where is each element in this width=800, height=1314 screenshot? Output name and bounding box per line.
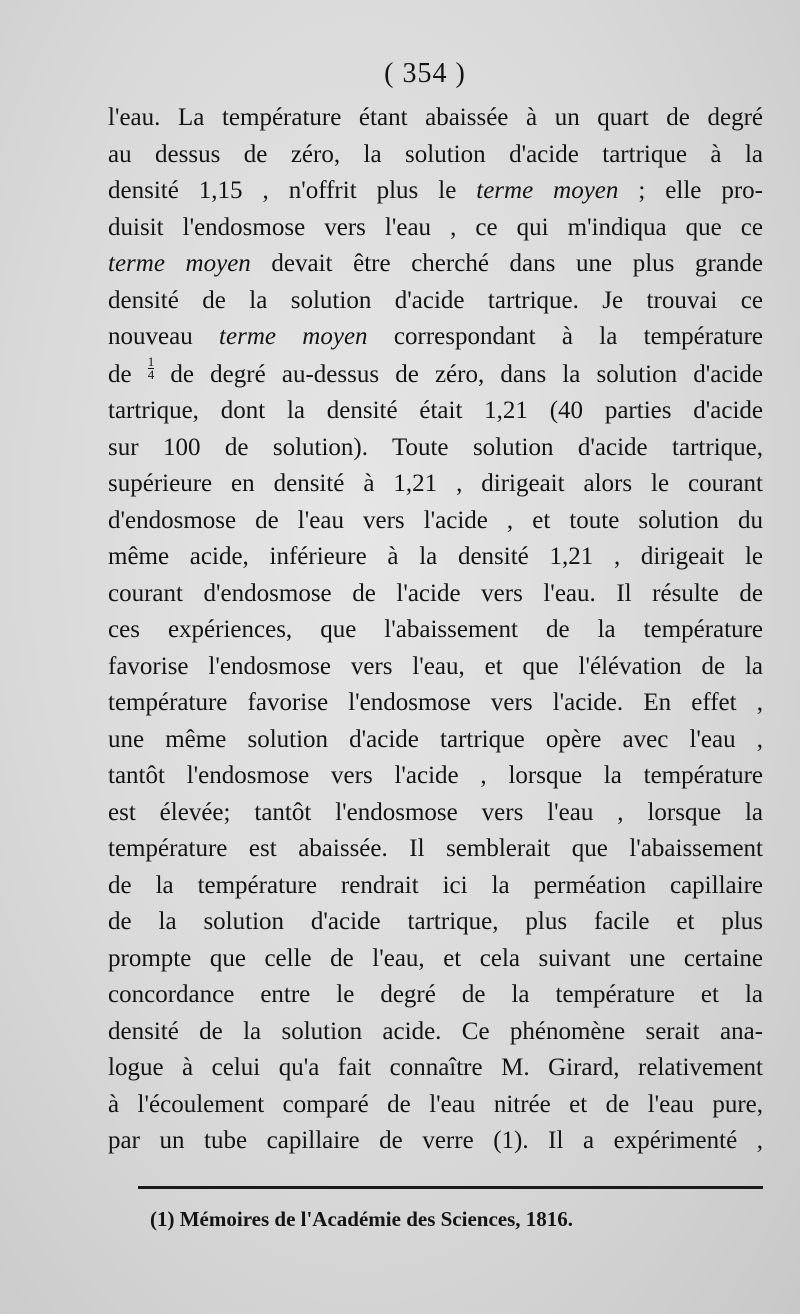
italic-term: terme moyen bbox=[476, 177, 619, 204]
text-line bbox=[108, 353, 764, 394]
text-line: l'eau. La température étant abaissée à un quart de degré bbox=[108, 104, 763, 131]
text-run: ; elle pro- bbox=[638, 177, 763, 204]
text-line: est élevée; tantôt l'endosmose vers l'eau , lorsque la bbox=[108, 798, 763, 826]
text-line: favorise l'endosmose vers l'eau, et que l'élévation de la bbox=[108, 652, 763, 680]
fraction-numerator: 1 bbox=[147, 353, 155, 369]
text-line: une même solution d'acide tartrique opère avec l'eau , bbox=[108, 725, 763, 753]
text-line bbox=[108, 319, 763, 356]
text-line: supérieure en densité à 1,21 , dirigeait alors le courant bbox=[108, 470, 763, 497]
footnote: (1) Mémoires de l'Académie des Sciences, 1816. bbox=[150, 1207, 574, 1231]
text-line: de la solution d'acide tartrique, plus facile et plus bbox=[108, 908, 763, 935]
text-line: température favorise l'endosmose vers l'acide. En effet , bbox=[108, 689, 763, 716]
text-line: courant d'endosmose de l'acide vers l'eau. Il résulte de bbox=[108, 579, 763, 607]
text-line: ces expériences, que l'abaissement de la température bbox=[108, 616, 763, 643]
text-line bbox=[108, 246, 763, 283]
text-line: au dessus de zéro, la solution d'acide tartrique à la bbox=[108, 140, 763, 168]
text-run: correspondant à la température bbox=[393, 323, 764, 350]
text-line: de la température rendrait ici la perméation capillaire bbox=[108, 871, 763, 899]
text-run: de bbox=[108, 360, 132, 388]
text-line: prompte que celle de l'eau, et cela suivant une certaine bbox=[108, 944, 763, 972]
text-line: logue à celui qu'a fait connaître M. Girard, relativement bbox=[108, 1054, 763, 1081]
text-line: tartrique, dont la densité était 1,21 (40 parties d'acide bbox=[108, 397, 763, 424]
text-line bbox=[108, 173, 763, 210]
fraction-denominator: 4 bbox=[147, 366, 155, 382]
text-run: densité 1,15 , n'offrit plus le bbox=[108, 177, 457, 204]
text-line: sur 100 de solution). Toute solution d'acide tartrique, bbox=[108, 433, 763, 461]
fraction bbox=[147, 353, 155, 382]
text-line: densité de la solution d'acide tartrique. Je trouvai ce bbox=[108, 286, 763, 314]
text-line: duisit l'endosmose vers l'eau , ce qui m'indiqua que ce bbox=[108, 213, 763, 241]
italic-term: terme moyen bbox=[108, 250, 251, 277]
text-line: d'endosmose de l'eau vers l'acide , et toute solution du bbox=[108, 506, 763, 534]
body-text bbox=[108, 100, 763, 1160]
italic-term: terme moyen bbox=[219, 323, 368, 350]
text-line: par un tube capillaire de verre (1). Il a expérimenté , bbox=[108, 1127, 763, 1154]
text-line: tantôt l'endosmose vers l'acide , lorsque la température bbox=[108, 762, 763, 789]
text-line: concordance entre le degré de la température et la bbox=[108, 981, 763, 1008]
text-line: température est abaissée. Il semblerait que l'abaissement bbox=[108, 835, 763, 862]
footnote-divider bbox=[138, 1186, 763, 1189]
text-run: de degré au-dessus de zéro, dans la solution d'acide bbox=[170, 360, 764, 388]
text-run: devait être cherché dans une plus grande bbox=[271, 250, 764, 277]
text-line: à l'écoulement comparé de l'eau nitrée et de l'eau pure, bbox=[108, 1090, 763, 1118]
text-line: même acide, inférieure à la densité 1,21 , dirigeait le bbox=[108, 543, 763, 570]
page-number: ( 354 ) bbox=[384, 58, 466, 89]
text-run: nouveau bbox=[108, 323, 193, 350]
text-line: densité de la solution acide. Ce phénomène serait ana- bbox=[108, 1017, 763, 1045]
